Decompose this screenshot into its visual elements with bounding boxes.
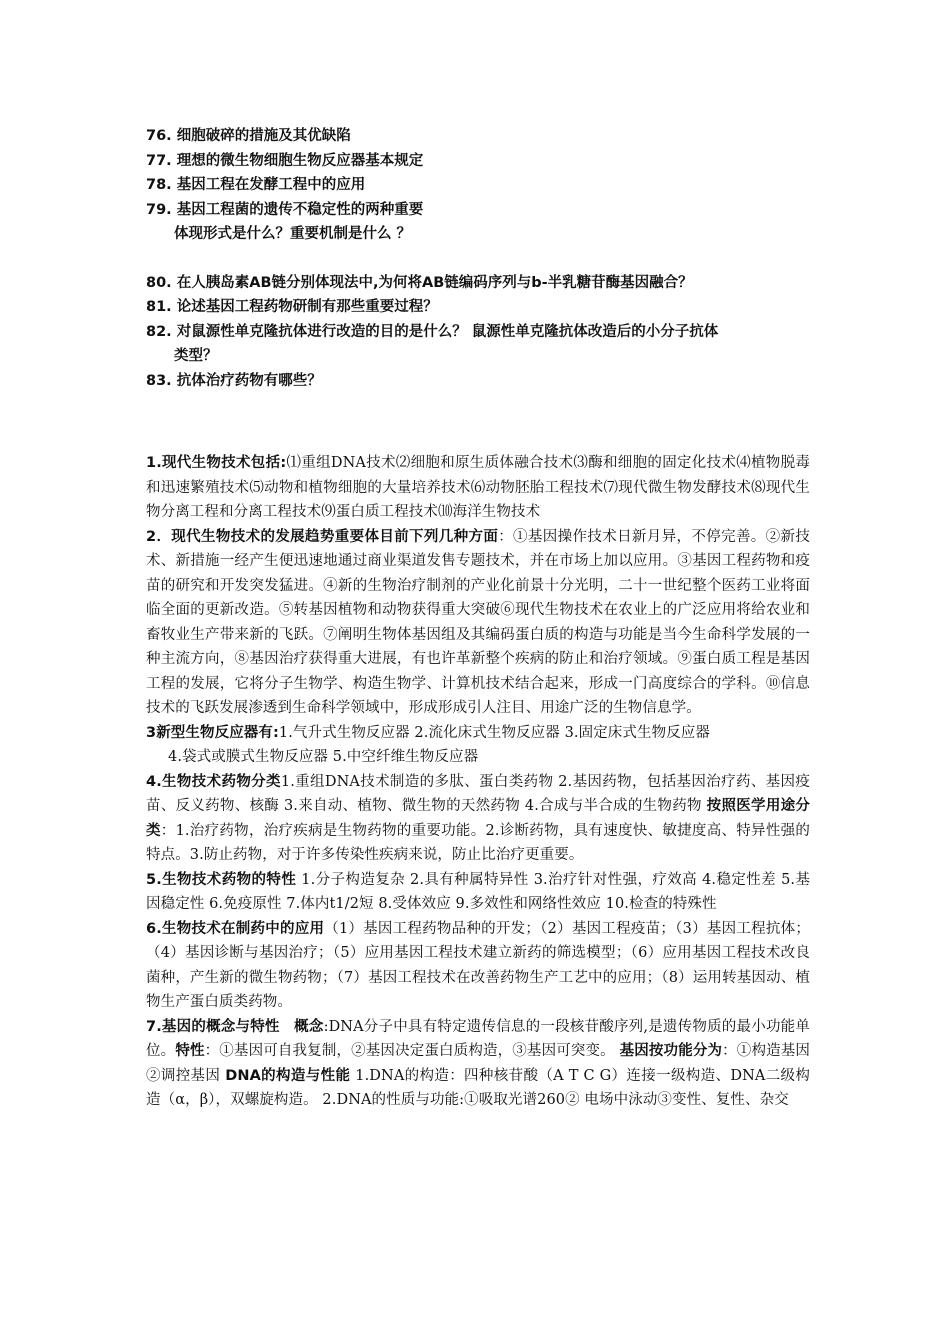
answer-4-heading: 4.生物技术药物分类 — [146, 773, 281, 790]
answer-6-heading: 6.生物技术在制药中的应用 — [146, 920, 325, 937]
answer-section — [146, 451, 810, 1113]
question-list — [146, 124, 826, 393]
spacer — [146, 247, 826, 271]
answer-1-heading: 1.现代生物技术包括: — [146, 455, 287, 471]
question-79: 79. 基因工程菌的遗传不稳定性的两种重要 — [146, 201, 424, 218]
question-83: 83. 抗体治疗药物有哪些？ — [146, 372, 322, 389]
answer-7-heading: 7.基因的概念与特性 — [146, 1018, 280, 1035]
question-78: 78. 基因工程在发酵工程中的应用 — [146, 177, 366, 193]
answer-3-continued: 4.袋式或膜式生物反应器 5.中空纤维生物反应器 — [168, 749, 479, 765]
question-77: 77. 理想的微生物细胞生物反应器基本规定 — [146, 152, 424, 169]
question-80: 80. 在人胰岛素AB链分别体现法中,为何将AB链编码序列与b-半乳糖苷酶基因融合？ — [146, 274, 693, 291]
question-81: 81. 论述基因工程药物研制有那些重要过程？ — [146, 299, 438, 315]
answer-3 — [146, 721, 810, 746]
answer-7 — [146, 1015, 810, 1113]
answer-6 — [146, 917, 810, 1015]
answer-3-heading: 3新型生物反应器有: — [146, 724, 279, 741]
answer-2-heading: 2．现代生物技术的发展趋势重要体目前下列几种方面 — [146, 528, 499, 545]
answer-3-body: 1.气升式生物反应器 2.流化床式生物反应器 3.固定床式生物反应器 — [278, 724, 711, 741]
answer-5-heading: 5.生物技术药物的特性 — [146, 871, 297, 888]
answer-2 — [146, 525, 810, 721]
answer-4-subheading: 按照医学用途分类 — [146, 798, 810, 839]
answer-7-dna-label: DNA的构造与性能 — [225, 1067, 351, 1084]
answer-5-body: 1.分子构造复杂 2.具有种属特异性 3.治疗针对性强，疗效高 4.稳定性差 5.基因稳定性 6.免疫原性 7.体内t1/2短 8.受体效应 9.多效性和网络性效应 10.检查的特殊性 — [146, 871, 811, 912]
answer-7-function: ：①构造基因 ②调控基因 — [146, 1043, 811, 1084]
answer-7-trait: ：①基因可自我复制，②基因决定蛋白质构造，③基因可突变。 — [204, 1043, 620, 1059]
answer-7-concept: :DNA分子中具有特定遗传信息的一段核苷酸序列,是遗传物质的最小功能单位。 — [146, 1018, 810, 1059]
answer-4-body: 1.重组DNA技术制造的多肽、蛋白类药物 2.基因药物，包括基因治疗药、基因疫苗、反义药物、核酶 3.来自动、植物、微生物的天然药物 4.合成与半合成的生物药物 — [146, 773, 810, 814]
answer-7-trait-label: 特性 — [175, 1043, 205, 1059]
answer-5 — [146, 868, 810, 917]
question-82: 82. 对鼠源性单克隆抗体进行改造的目的是什么？ 鼠源性单克隆抗体改造后的小分子抗体 — [146, 323, 719, 340]
answer-4-body-2: ：1.治疗药物，治疗疾病是生物药物的重要功能。2.诊断药物，具有速度快、敏捷度高、特异性强的特点。3.防止药物，对于许多传染性疾病来说，防止比治疗更重要。 — [146, 822, 811, 863]
answer-4 — [146, 770, 810, 868]
question-82-continued: 类型？ — [174, 348, 218, 364]
answer-2-body: ：①基因操作技术日新月异，不停完善。②新技术、新措施一经产生便迅速地通过商业渠道发售专题技术，并在市场上加以应用。③基因工程药物和疫苗的研究和开发突发猛进。④新的生物治疗制剂的产业化前景十分光明，二十一世纪整个医药工业将面临全面的更新改造。⑤转基因植物和动物获得重大突破⑥现代生物技术在农业上的广泛应用将给农业和畜牧业生产带来新的飞跃。⑦阐明生物体基因组及其编码蛋白质的构造与功能是当今生命科学发展的一种主流方向，⑧基因治疗获得重大进展，有也许革新整个疾病的防止和治疗领域。⑨蛋白质工程是基因工程的发展，它将分子生物学、构造生物学、计算机技术结合起来，形成一门高度综合的学科。⑩信息技术的飞跃发展渗透到生命科学领域中，形成形成引人注目、用途广泛的生物信息学。 — [146, 528, 810, 716]
question-76: 76. 细胞破碎的措施及其优缺陷 — [146, 128, 351, 144]
question-79-continued: 体现形式是什么？重要机制是什么 ？ — [174, 226, 412, 242]
answer-7-concept-label: 概念 — [294, 1018, 324, 1035]
answer-1 — [146, 451, 810, 525]
answer-6-body: （1）基因工程药物品种的开发；（2）基因工程疫苗；（3）基因工程抗体；（4）基因诊断与基因治疗；（5）应用基因工程技术建立新药的筛选模型；（6）应用基因工程技术改良菌种，产生新的微生物药物；（7）基因工程技术在改善药物生产工艺中的应用；（8）运用转基因动、植物生产蛋白质类药物。 — [146, 920, 810, 1010]
answer-1-body: ⑴重组DNA技术⑵细胞和原生质体融合技术⑶酶和细胞的固定化技术⑷植物脱毒和迅速繁殖技术⑸动物和植物细胞的大量培养技术⑹动物胚胎工程技术⑺现代微生物发酵技术⑻现代生物分离工程和分离工程技术⑼蛋白质工程技术⑽海洋生物技术 — [146, 455, 811, 520]
answer-7-function-label: 基因按功能分为 — [619, 1043, 723, 1059]
answer-7-dna: 1.DNA的构造：四种核苷酸（A T C G）连接一级构造、DNA二级构造（α，β），双螺旋构造。 2.DNA的性质与功能:①吸取光谱260② 电场中泳动③变性、复性、杂交 — [146, 1067, 811, 1108]
